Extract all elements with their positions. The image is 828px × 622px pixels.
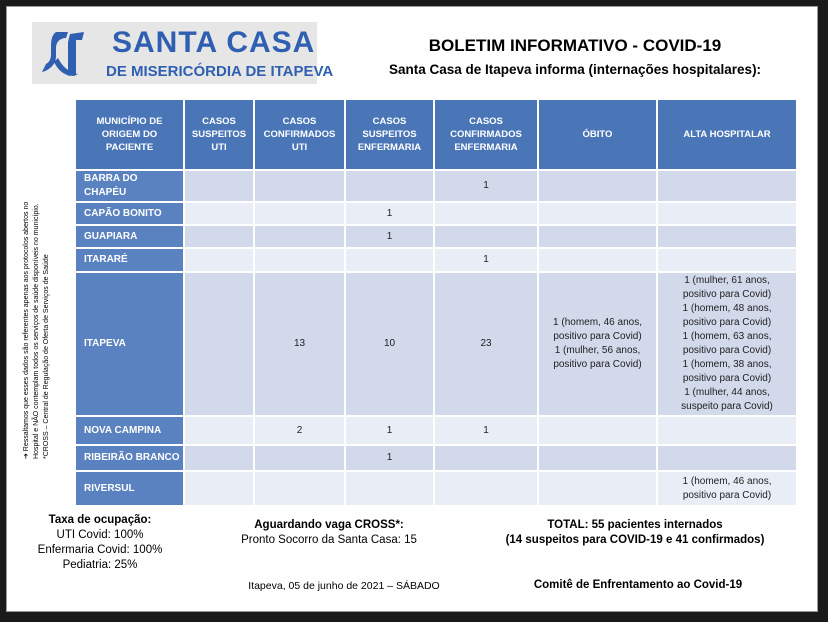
- municipio-cell: GUAPIARA: [76, 226, 183, 247]
- obito-cell: [539, 273, 656, 415]
- cross-title: Aguardando vaga CROSS*:: [254, 519, 404, 531]
- count-cell-4: 1: [435, 417, 537, 444]
- obito-cell: [539, 226, 656, 247]
- alta-line: 1 (homem, 46 anos,: [682, 475, 772, 487]
- alta-cell: [658, 171, 796, 201]
- ocupacao-block: [14, 513, 186, 573]
- municipio-cell: RIVERSUL: [76, 472, 183, 505]
- count-cell-3: 1: [346, 446, 433, 470]
- table-row: [76, 273, 796, 415]
- count-cell-1: [185, 273, 253, 415]
- side-note-line3: *CROSS – Central de Regulação de Oferta de Serviços de Saúde: [43, 254, 50, 459]
- count-cell-1: [185, 226, 253, 247]
- table-row: [76, 226, 796, 247]
- side-note: [22, 129, 70, 459]
- table-row: [76, 417, 796, 444]
- obito-cell: [539, 171, 656, 201]
- table-row: [76, 446, 796, 470]
- count-cell-1: [185, 203, 253, 224]
- municipio-cell: BARRA DO CHAPÉU: [76, 171, 183, 201]
- alta-line: positivo para Covid): [682, 345, 772, 356]
- obito-cell: [539, 417, 656, 444]
- count-cell-4: [435, 446, 537, 470]
- count-cell-2: 2: [255, 417, 344, 444]
- count-cell-1: [185, 446, 253, 470]
- count-cell-2: [255, 472, 344, 505]
- count-cell-3: 1: [346, 203, 433, 224]
- obito-line: positivo para Covid): [553, 359, 642, 370]
- santa-casa-logo-icon: [38, 28, 90, 78]
- count-cell-2: [255, 226, 344, 247]
- header-confirmados-uti: CASOS CONFIRMADOS UTI: [255, 100, 344, 169]
- obito-cell: [539, 446, 656, 470]
- municipio-cell: CAPÃO BONITO: [76, 203, 183, 224]
- header-suspeitos-enfermaria: CASOS SUSPEITOS ENFERMARIA: [346, 100, 433, 169]
- obito-cell: [539, 203, 656, 224]
- count-cell-3: [346, 171, 433, 201]
- footer-date: Itapeva, 05 de junho de 2021 – SÁBADO: [248, 580, 440, 592]
- count-cell-2: 13: [255, 273, 344, 415]
- header-confirmados-enfermaria: CASOS CONFIRMADOS ENFERMARIA: [435, 100, 537, 169]
- total-line1: TOTAL: 55 pacientes internados: [547, 519, 723, 531]
- logo: [32, 22, 334, 84]
- alta-line: 1 (homem, 48 anos,: [682, 303, 772, 314]
- table-row: [76, 249, 796, 271]
- table-row: [76, 171, 796, 201]
- municipio-cell: ITARARÉ: [76, 249, 183, 271]
- count-cell-4: [435, 472, 537, 505]
- count-cell-2: [255, 171, 344, 201]
- cases-table: [74, 98, 798, 507]
- alta-line: 1 (mulher, 44 anos,: [684, 387, 770, 398]
- ocupacao-pediatria: Pediatria: 25%: [62, 559, 138, 571]
- obito-line: 1 (mulher, 56 anos,: [554, 345, 641, 356]
- count-cell-3: 1: [346, 417, 433, 444]
- alta-cell: [658, 203, 796, 224]
- bulletin-title: BOLETIM INFORMATIVO - COVID-19: [428, 36, 722, 55]
- count-cell-4: [435, 203, 537, 224]
- total-line2: (14 suspeitos para COVID-19 e 41 confirmados): [505, 534, 765, 546]
- alta-cell: [658, 249, 796, 271]
- header-suspeitos-uti: CASOS SUSPEITOS UTI: [185, 100, 253, 169]
- alta-cell: [658, 472, 796, 505]
- count-cell-4: [435, 226, 537, 247]
- alta-line: 1 (mulher, 61 anos,: [684, 275, 770, 286]
- header-municipio: MUNICÍPIO DE ORIGEM DO PACIENTE: [76, 100, 183, 169]
- count-cell-2: [255, 203, 344, 224]
- logo-text-main: SANTA CASA: [112, 26, 316, 59]
- side-note-line1: ➔ Ressaltamos que esses dados são referentes apenas aos protocolos abertos no: [23, 201, 30, 459]
- bulletin-subtitle: Santa Casa de Itapeva informa (internações hospitalares):: [388, 62, 762, 77]
- alta-cell: [658, 446, 796, 470]
- alta-cell: [658, 226, 796, 247]
- table-row: [76, 203, 796, 224]
- cross-value: Pronto Socorro da Santa Casa: 15: [241, 534, 417, 546]
- alta-line: 1 (homem, 38 anos,: [682, 359, 772, 370]
- cross-block: [222, 518, 436, 548]
- alta-line: positivo para Covid): [682, 289, 772, 300]
- side-note-line2: Hospital e NÃO contemplam todos os serviços de saúde disponíveis no município.: [33, 203, 40, 459]
- count-cell-3: [346, 249, 433, 271]
- count-cell-2: [255, 249, 344, 271]
- count-cell-4: 1: [435, 249, 537, 271]
- header-alta-hospitalar: ALTA HOSPITALAR: [658, 100, 796, 169]
- header-obito: ÓBITO: [539, 100, 656, 169]
- obito-cell: [539, 472, 656, 505]
- count-cell-3: 10: [346, 273, 433, 415]
- count-cell-1: [185, 171, 253, 201]
- count-cell-4: 1: [435, 171, 537, 201]
- ocupacao-uti: UTI Covid: 100%: [56, 529, 144, 541]
- total-block: [482, 518, 788, 548]
- table-header-row: [76, 100, 796, 169]
- footer-comite: Comitê de Enfrentamento ao Covid-19: [533, 579, 743, 591]
- alta-line: 1 (homem, 63 anos,: [682, 331, 772, 342]
- alta-line: positivo para Covid): [682, 373, 772, 384]
- obito-line: 1 (homem, 46 anos,: [553, 317, 642, 328]
- alta-cell: [658, 273, 796, 415]
- logo-text-sub: DE MISERICÓRDIA DE ITAPEVA: [106, 63, 334, 80]
- municipio-cell: RIBEIRÃO BRANCO: [76, 446, 183, 470]
- table-row: [76, 472, 796, 505]
- municipio-cell: ITAPEVA: [76, 273, 183, 415]
- alta-cell: [658, 417, 796, 444]
- obito-line: positivo para Covid): [553, 331, 642, 342]
- count-cell-3: [346, 472, 433, 505]
- count-cell-1: [185, 249, 253, 271]
- count-cell-1: [185, 417, 253, 444]
- municipio-cell: NOVA CAMPINA: [76, 417, 183, 444]
- count-cell-4: 23: [435, 273, 537, 415]
- count-cell-1: [185, 472, 253, 505]
- obito-cell: [539, 249, 656, 271]
- alta-line: positivo para Covid): [682, 489, 772, 501]
- alta-line: suspeito para Covid): [681, 401, 773, 412]
- alta-line: positivo para Covid): [682, 317, 772, 328]
- ocupacao-enfermaria: Enfermaria Covid: 100%: [37, 544, 163, 556]
- ocupacao-title: Taxa de ocupação:: [48, 514, 152, 526]
- count-cell-2: [255, 446, 344, 470]
- count-cell-3: 1: [346, 226, 433, 247]
